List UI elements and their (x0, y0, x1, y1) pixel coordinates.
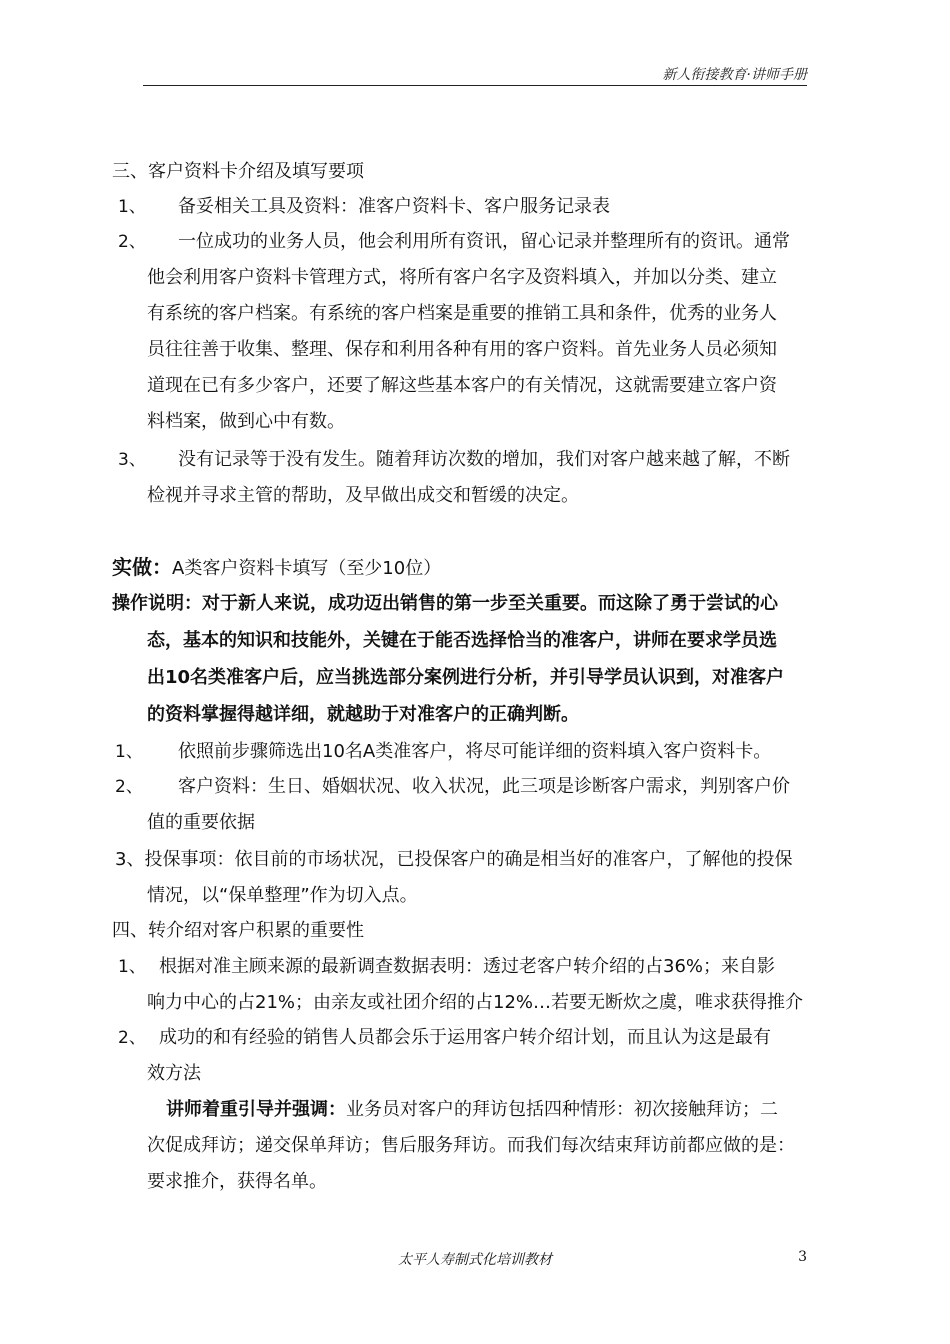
item-text: 成功的和有经验的销售人员都会乐于运用客户转介绍计划，而且认为这是最有 (159, 1027, 771, 1048)
item-text: 没有记录等于没有发生。随着拜访次数的增加，我们对客户越来越了解，不断 (178, 449, 790, 470)
header-divider (143, 85, 807, 86)
item-text: 依照前步骤筛选出10名A类准客户，将尽可能详细的资料填入客户资料卡。 (178, 741, 772, 762)
item-number: 1、 (118, 197, 146, 217)
item-number: 2、 (118, 232, 146, 252)
header-title: 新人衔接教育·讲师手册 (662, 67, 807, 83)
item-number: 1、 (115, 742, 143, 762)
item-text: 根据对准主顾来源的最新调查数据表明：透过老客户转介绍的占36%；来自影 (159, 956, 776, 977)
item-text: 检视并寻求主管的帮助，及早做出成交和暂缓的决定。 (147, 485, 579, 506)
item-number: 3、 (118, 450, 146, 470)
item-number: 1、 (118, 957, 146, 977)
item-text: 情况，以“保单整理”作为切入点。 (147, 885, 418, 906)
emphasis-text: 要求推介，获得名单。 (147, 1171, 327, 1192)
emphasis-text: 业务员对客户的拜访包括四种情形：初次接触拜访；二 (346, 1099, 778, 1120)
item-number: 2、 (115, 777, 143, 797)
emphasis-line (166, 1098, 778, 1122)
item-text: 3、投保事项：依目前的市场状况，已投保客户的确是相当好的准客户，了解他的投保 (115, 849, 793, 870)
page-number: 3 (798, 1249, 807, 1265)
item-text: 客户资料：生日、婚姻状况、收入状况，此三项是诊断客户需求，判别客户价 (178, 776, 790, 797)
item-text: 道现在已有多少客户，还要了解这些基本客户的有关情况，这就需要建立客户资 (147, 375, 777, 396)
item-text: 备妥相关工具及资料：准客户资料卡、客户服务记录表 (178, 196, 610, 217)
emphasis-label: 讲师着重引导并强调： (166, 1099, 346, 1120)
practice-title: A类客户资料卡填写（至少10位） (172, 558, 442, 579)
item-text: 他会利用客户资料卡管理方式，将所有客户名字及资料填入，并加以分类、建立 (147, 267, 777, 288)
footer-title: 太平人寿制式化培训教材 (398, 1252, 552, 1268)
instruction-text: 出10名类准客户后，应当挑选部分案例进行分析，并引导学员认识到，对准客户 (147, 667, 785, 688)
item-text: 一位成功的业务人员，他会利用所有资讯，留心记录并整理所有的资讯。通常 (178, 231, 790, 252)
item-text: 料档案，做到心中有数。 (147, 411, 345, 432)
item-text: 响力中心的占21%；由亲友或社团介绍的占12%…若要无断炊之虞，唯求获得推介 (147, 992, 804, 1013)
item-text: 有系统的客户档案。有系统的客户档案是重要的推销工具和条件，优秀的业务人 (147, 303, 777, 324)
item-text: 效方法 (147, 1063, 201, 1084)
item-number: 2、 (118, 1028, 146, 1048)
practice-label: 实做： (112, 555, 172, 579)
practice-heading (112, 555, 441, 581)
instruction-text: 操作说明：对于新人来说，成功迈出销售的第一步至关重要。而这除了勇于尝试的心 (112, 593, 778, 614)
emphasis-text: 次促成拜访；递交保单拜访；售后服务拜访。而我们每次结束拜访前都应做的是： (147, 1135, 795, 1156)
section3-heading: 三、客户资料卡介绍及填写要项 (112, 161, 364, 182)
item-text: 值的重要依据 (147, 812, 255, 833)
instruction-text: 态，基本的知识和技能外，关键在于能否选择恰当的准客户，讲师在要求学员选 (147, 630, 777, 651)
section4-heading: 四、转介绍对客户积累的重要性 (112, 920, 364, 941)
instruction-text: 的资料掌握得越详细，就越助于对准客户的正确判断。 (147, 704, 579, 725)
item-text: 员往往善于收集、整理、保存和利用各种有用的客户资料。首先业务人员必须知 (147, 339, 777, 360)
